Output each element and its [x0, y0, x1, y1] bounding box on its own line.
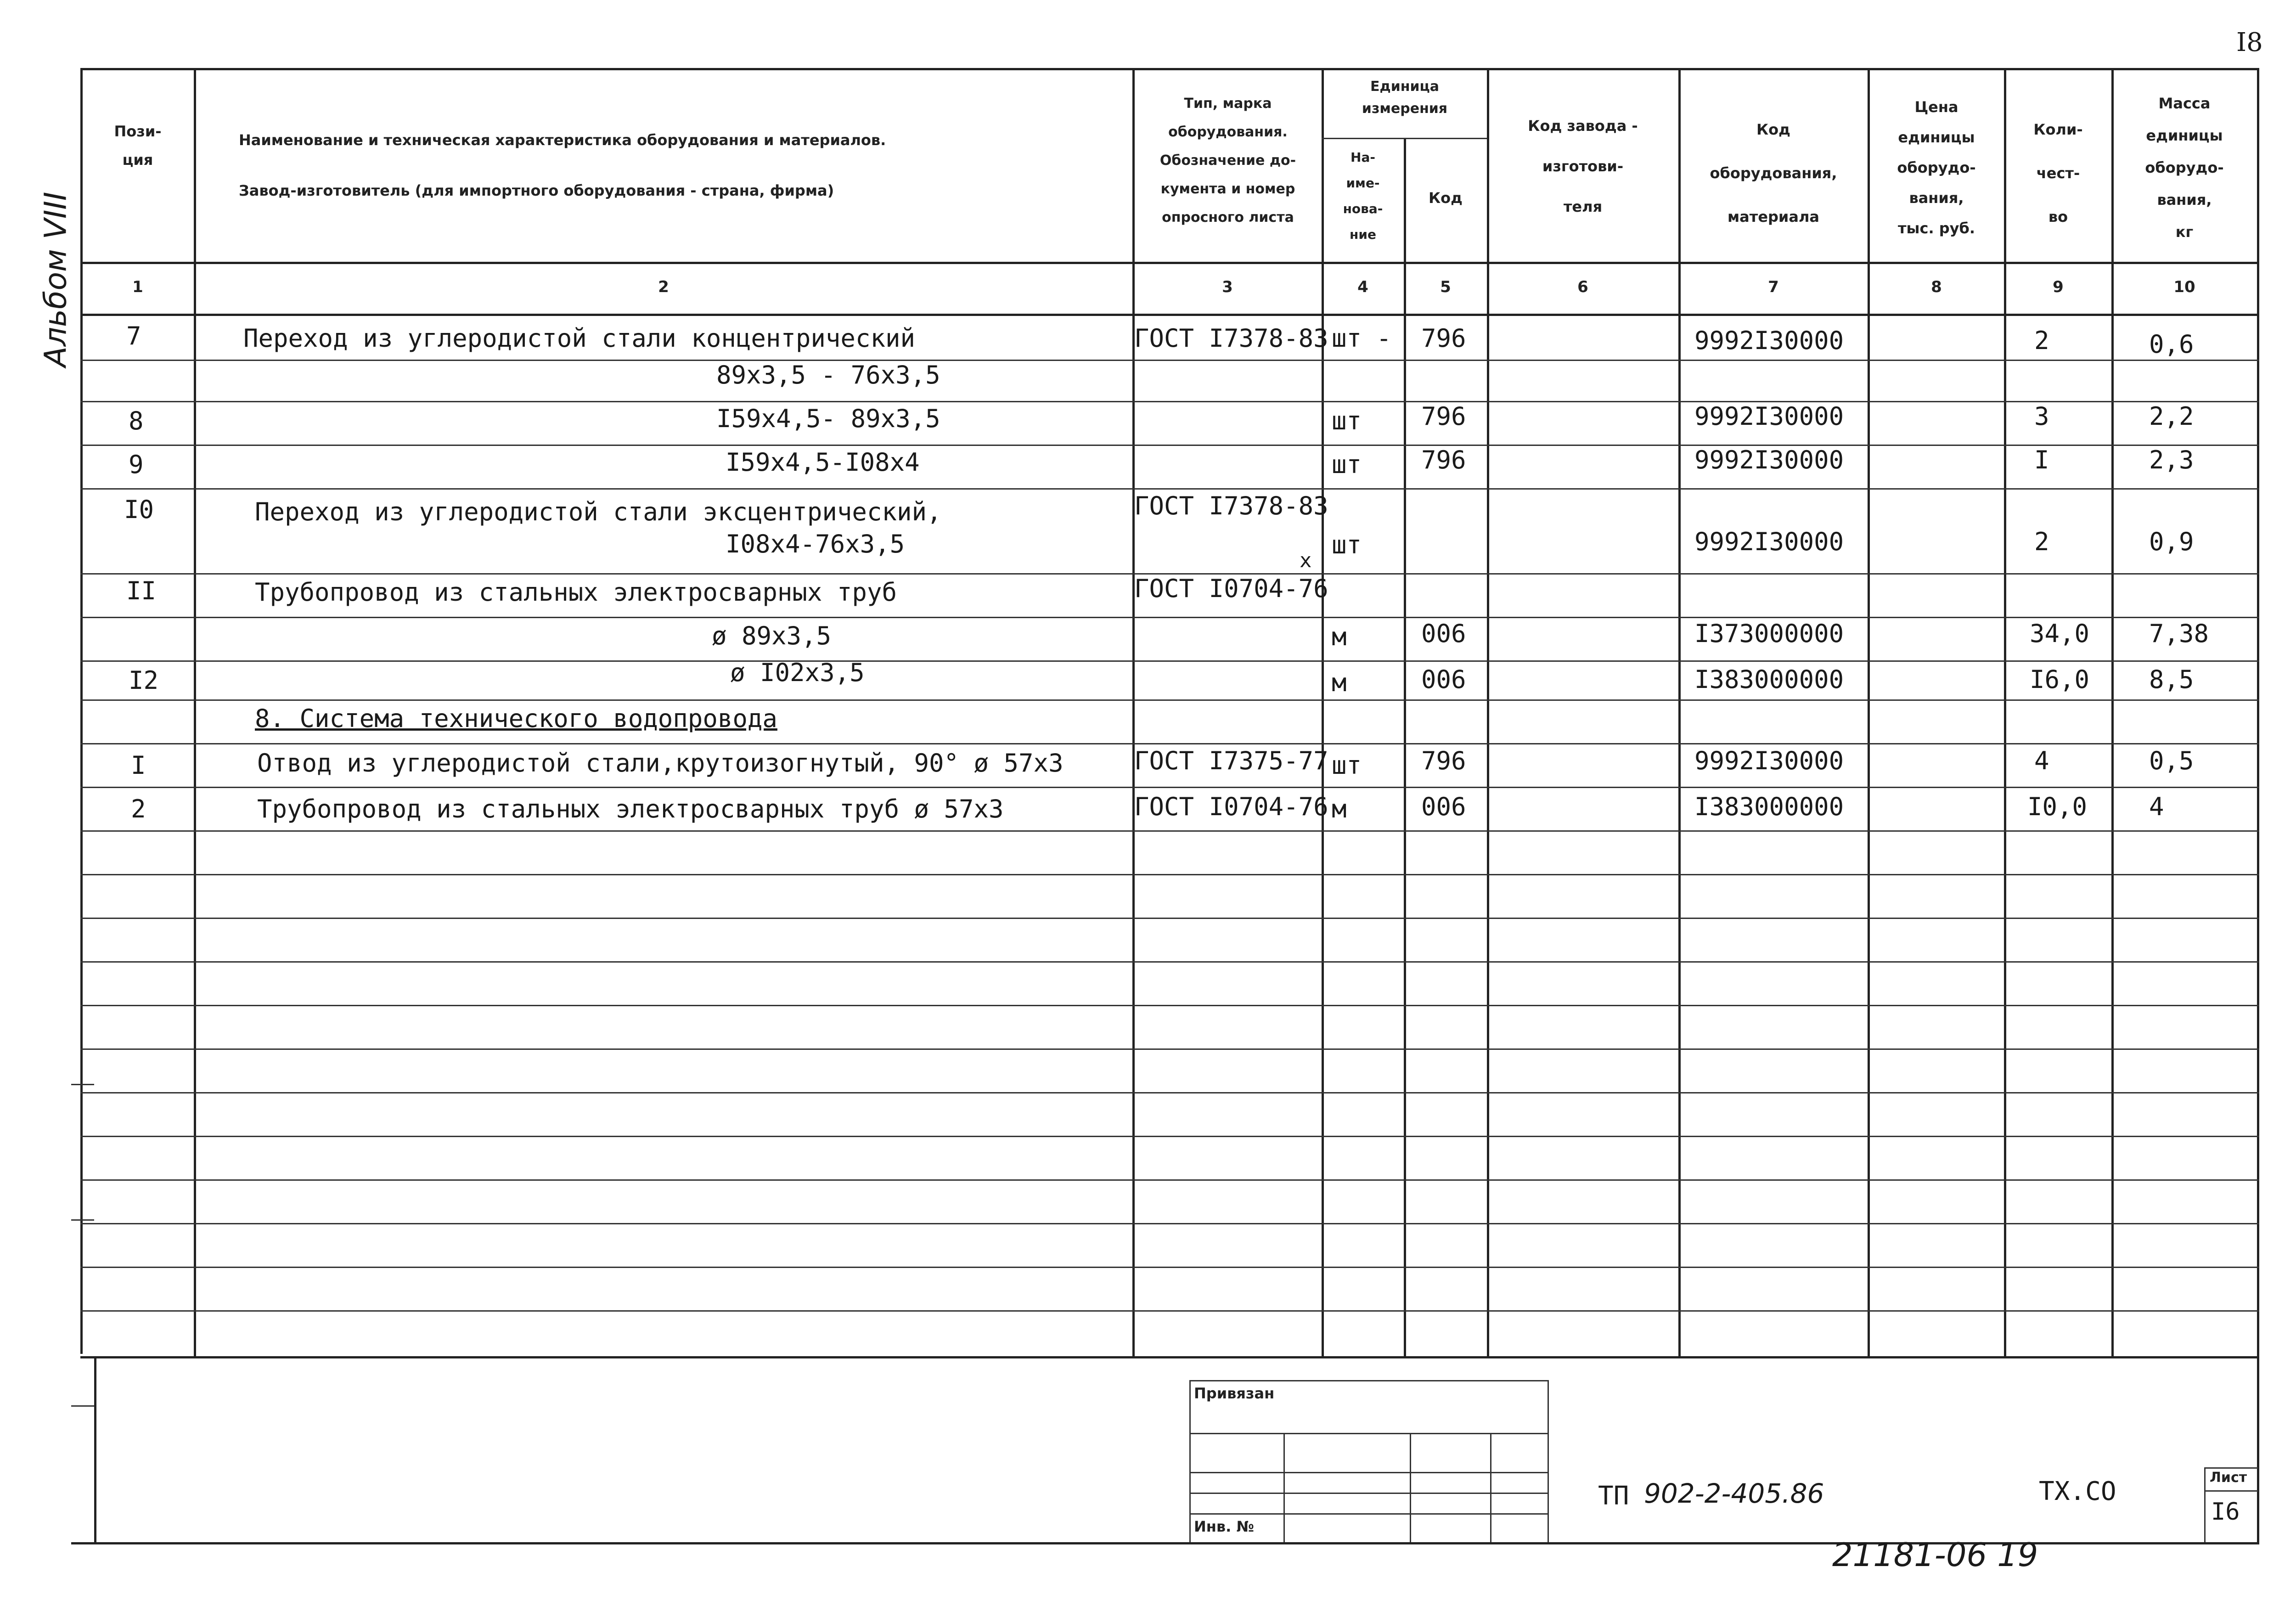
cell-name: 89x3,5 - 76x3,5: [716, 361, 940, 389]
stamp-inv: Инв. №: [1194, 1518, 1254, 1535]
cell-mass: 2,2: [2149, 402, 2194, 431]
stamp-privyazan: Привязан: [1194, 1385, 1275, 1402]
cell-mass: 7,38: [2149, 619, 2209, 648]
cell-qty: 3: [2034, 402, 2049, 431]
cell-qty: 2: [2034, 527, 2049, 556]
cell-unit-code: 006: [1421, 792, 1466, 821]
col-number: 3: [1222, 278, 1233, 296]
cell-unit-code: 796: [1421, 445, 1466, 474]
cell-code: 9992I30000: [1694, 326, 1844, 355]
cell-unit: шт: [1332, 530, 1362, 559]
cell-code: I373000000: [1694, 619, 1844, 648]
col-number: 6: [1577, 278, 1588, 296]
cell-mass: 8,5: [2149, 665, 2194, 694]
cell-unit: шт: [1332, 450, 1362, 479]
cell-mass: 0,9: [2149, 527, 2194, 556]
cell-unit-code: 796: [1421, 402, 1466, 431]
cell-mass: 0,5: [2149, 746, 2194, 775]
page-number: I8: [2236, 28, 2263, 57]
cell-name: I59x4,5- 89x3,5: [716, 404, 940, 433]
header-unit-code: Код: [1429, 189, 1463, 207]
cell-unit-code: 006: [1421, 665, 1466, 694]
cell-qty: I: [2034, 445, 2049, 474]
header-position: Пози- ция: [114, 123, 162, 169]
cell-qty: 4: [2034, 746, 2049, 775]
header-unit-group: Единица измерения: [1362, 79, 1448, 117]
header-mass: Масса единицы оборудо- вания, кг: [2145, 95, 2224, 241]
cell-code: 9992I30000: [1694, 402, 1844, 431]
col-number: 9: [2053, 278, 2064, 296]
cell-unit-code: 796: [1421, 324, 1466, 353]
cell-qty: I6,0: [2030, 665, 2090, 694]
cell-doc: ГОСТ I7378-83: [1134, 324, 1328, 353]
cell-name: I08x4-76x3,5: [726, 530, 905, 558]
cell-position: I2: [129, 666, 159, 695]
cell-position: II: [126, 576, 157, 605]
cell-unit: м: [1332, 622, 1347, 651]
cell-doc: ГОСТ I7378-83: [1134, 491, 1328, 520]
cell-code: 9992I30000: [1694, 746, 1844, 775]
cell-code: I383000000: [1694, 665, 1844, 694]
stamp-doc-code: 902-2-405.86: [1644, 1478, 1824, 1509]
header-factory-code: Код завода - изготови- теля: [1528, 117, 1638, 215]
cell-unit: шт: [1332, 751, 1362, 780]
cell-name: Переход из углеродистой стали концентрический: [243, 324, 915, 353]
cell-unit: м: [1332, 795, 1347, 823]
cell-code: 9992I30000: [1694, 445, 1844, 474]
header-quantity: Коли- чест- во: [2033, 121, 2083, 225]
cell-position: I: [131, 751, 146, 780]
cell-name: Отвод из углеродистой стали,крутоизогнутый, 90° ø 57x3: [257, 749, 1064, 778]
stamp-sheet-label: Лист: [2210, 1470, 2247, 1486]
cell-position: 9: [129, 450, 144, 479]
stamp-section: ТХ.СО: [2039, 1476, 2116, 1506]
header-unit-name: На- име- нова- ние: [1343, 150, 1383, 242]
cell-code: I383000000: [1694, 792, 1844, 821]
cell-unit: шт -: [1332, 324, 1392, 353]
header-doc: Тип, марка оборудования. Обозначение до- кумента и номер опросного листа: [1159, 96, 1296, 225]
col-number: 2: [658, 278, 669, 296]
col-number: 8: [1931, 278, 1942, 296]
cell-mass: 4: [2149, 792, 2164, 821]
cell-unit: шт: [1332, 406, 1362, 435]
cell-name: Трубопровод из стальных электросварных труб: [255, 578, 897, 607]
cell-name: I59x4,5-I08x4: [726, 448, 920, 477]
cell-unit-code: 796: [1421, 746, 1466, 775]
cell-qty: 34,0: [2030, 619, 2090, 648]
cell-name: Переход из углеродистой стали эксцентрический,: [255, 497, 942, 526]
header-equipment-code: Код оборудования, материала: [1710, 121, 1837, 225]
col-number: 4: [1357, 278, 1368, 296]
cell-mass: 0,6: [2149, 330, 2194, 359]
col-number: 7: [1768, 278, 1779, 296]
cell-qty: 2: [2034, 326, 2049, 355]
cell-qty: I0,0: [2027, 792, 2088, 821]
col-number: 5: [1440, 278, 1451, 296]
header-price: Цена единицы оборудо- вания, тыс. руб.: [1897, 98, 1976, 237]
cell-position: I0: [124, 495, 154, 524]
cell-unit: м: [1332, 668, 1347, 697]
bottom-code: 21181-06 19: [1832, 1536, 2038, 1574]
stamp-doc-prefix: ТП: [1598, 1481, 1629, 1511]
side-label: Альбом VIII: [38, 192, 73, 367]
cell-position: 2: [131, 795, 146, 823]
cell-doc: ГОСТ I0704-76: [1134, 574, 1328, 603]
cell-name: Трубопровод из стальных электросварных труб ø 57x3: [257, 795, 1004, 823]
cell-doc: ГОСТ I7375-77: [1134, 746, 1328, 775]
stamp-sheet-number: I6: [2211, 1498, 2240, 1526]
cell-mass: 2,3: [2149, 445, 2194, 474]
col-number: 1: [132, 278, 143, 296]
cell-position: 7: [126, 321, 141, 350]
cell-name: ø 89x3,5: [712, 621, 832, 650]
col-number: 10: [2173, 278, 2195, 296]
cell-doc: ГОСТ I0704-76: [1134, 792, 1328, 821]
section-title: 8. Система технического водопровода: [255, 704, 777, 733]
cell-code: 9992I30000: [1694, 527, 1844, 556]
cell-name: ø I02x3,5: [730, 658, 865, 687]
cell-position: 8: [129, 406, 144, 435]
cell-unit-code: 006: [1421, 619, 1466, 648]
header-name: Наименование и техническая характеристика оборудования и материалов. Завод-изготовитель (для импортного оборудования - страна, фирма): [239, 131, 886, 199]
cell-doc: x: [1300, 549, 1312, 572]
